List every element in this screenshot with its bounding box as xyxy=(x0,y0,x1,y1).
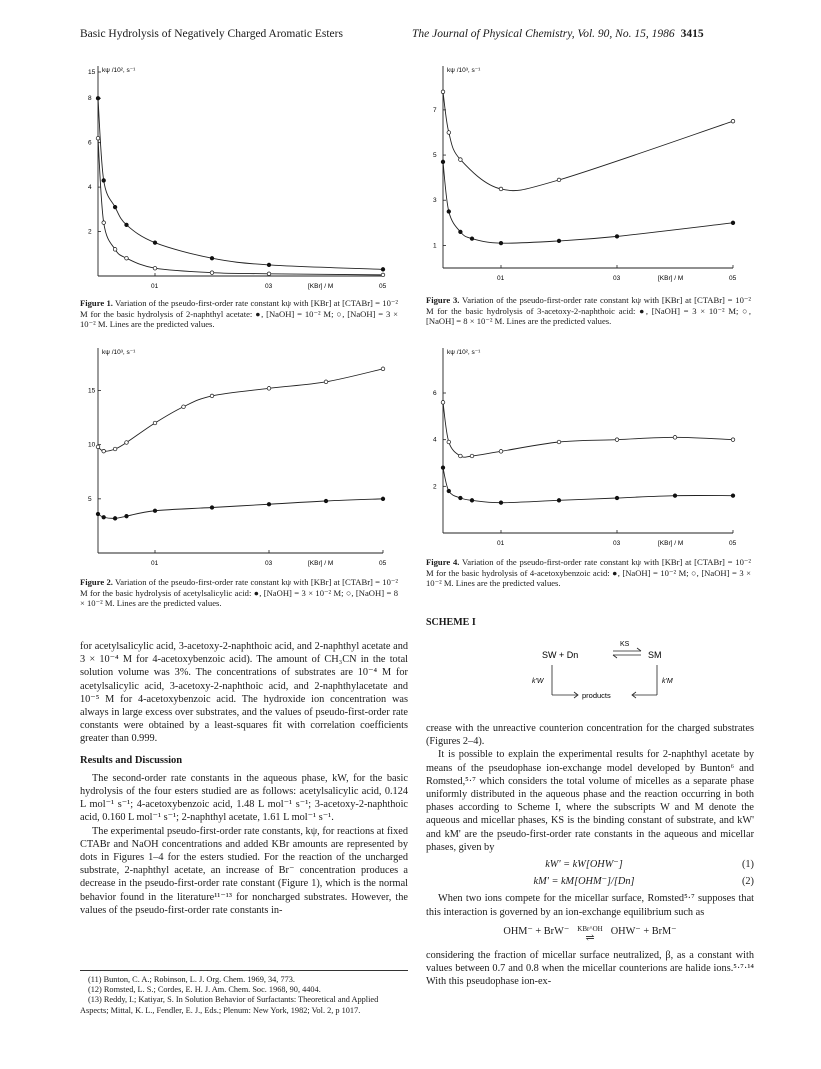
data-point-open xyxy=(557,440,561,444)
equation-3-left: OHM⁻ + BrW⁻ xyxy=(503,925,570,937)
data-point-open xyxy=(441,401,445,405)
data-point-open xyxy=(499,450,503,454)
data-point-filled xyxy=(731,221,735,225)
data-point-filled xyxy=(210,256,214,260)
data-point-filled xyxy=(102,179,106,183)
x-tick-label: 01 xyxy=(151,560,159,567)
data-point-open xyxy=(499,187,503,191)
x-tick-label: 05 xyxy=(729,540,737,547)
figure-1 xyxy=(80,58,395,298)
data-point-open xyxy=(459,158,463,162)
predicted-line-filled xyxy=(98,499,383,519)
footnote: (11) Bunton, C. A.; Robinson, L. J. Org. Chem. 1969, 34, 773. xyxy=(88,975,295,984)
data-point-filled xyxy=(96,96,100,100)
data-point-open xyxy=(125,256,129,260)
y-tick-label: 2 xyxy=(433,483,437,491)
data-point-open xyxy=(447,440,451,444)
x-tick-label: 03 xyxy=(613,275,621,282)
scheme-right: SM xyxy=(648,650,662,660)
scheme-ks: KS xyxy=(620,641,630,648)
data-point-open xyxy=(441,90,445,94)
figure-3-caption-text: Variation of the pseudo-first-order rate constant kψ with [KBr] at [CTABr] = 10⁻² M for the basic hydrolysis of 3-acetoxy-2-naphthoic acid: ●, [NaOH] = 3 × 10⁻² M; ○, [NaOH] = 8 × 10⁻² M. Lines are the predicted values. xyxy=(426,295,751,327)
predicted-line-open xyxy=(98,369,383,451)
figure-2-caption xyxy=(80,577,398,609)
footnote: (12) Romsted, L. S.; Cordes, E. H. J. Am. Chem. Soc. 1968, 90, 4404. xyxy=(88,985,321,995)
data-point-open xyxy=(557,178,561,182)
footnotes xyxy=(80,970,408,1016)
data-point-open xyxy=(113,447,117,451)
y-tick-label: 7 xyxy=(433,106,437,114)
x-axis-label: [KBr] / M xyxy=(658,275,684,282)
figure-3-caption xyxy=(426,295,751,327)
scheme-km: k'M xyxy=(662,678,673,685)
running-title: Basic Hydrolysis of Negatively Charged Aromatic Esters xyxy=(80,28,343,40)
scheme-kw: k'W xyxy=(532,678,544,685)
data-point-filled xyxy=(210,506,214,510)
data-point-open xyxy=(210,271,214,275)
equation-3 xyxy=(426,925,754,943)
section-heading: Results and Discussion xyxy=(80,754,183,766)
data-point-open xyxy=(153,421,157,425)
data-point-open xyxy=(182,405,186,409)
predicted-line-open xyxy=(443,92,733,191)
scheme-title: SCHEME I xyxy=(426,617,476,628)
predicted-line-open xyxy=(443,402,733,457)
equation-3-arrow: KBr^OH ⇌ xyxy=(577,924,603,944)
figure-1-label: Figure 1. xyxy=(80,298,113,308)
intro-paragraph: for acetylsalicylic acid, 3-acetoxy-2-naphthoic acid, and 2-naphthyl acetate and 3 × 10⁻⁴ M for 4-acetoxybenzoic acid). The amount of CH₃CN in the total solution volume was 3%. The concentrations of substrates are 10⁻⁴ M for acetylsalicylic acid, 3-acetoxy-2-naphthoic acid, and 2-naphthylacetate and 10⁻⁵ M for 4-acetoxybenzoic acid. The hydroxide ion concentration was always in large excess over substrates, and the values of pseudo-first-order rate constants were obtained by a least-squares fit with correlation coefficients greater than 0.999. xyxy=(80,641,408,745)
y-tick-label: 5 xyxy=(88,495,92,503)
equation-3-constant: KBr^OH xyxy=(577,924,603,933)
figure-4 xyxy=(425,340,745,555)
scheme-svg xyxy=(520,635,710,710)
figure-3 xyxy=(425,58,745,290)
arrow-head-forward xyxy=(637,648,641,651)
x-tick-label: 03 xyxy=(613,540,621,547)
y-tick-label: 8 xyxy=(88,95,92,103)
y-tick-label: 6 xyxy=(433,390,437,397)
figure-4-chart xyxy=(425,340,745,555)
figure-1-caption-text: Variation of the pseudo-first-order rate constant kψ with [KBr] at [CTABr] = 10⁻² M for the basic hydrolysis of 2-naphthyl acetate: ●, [NaOH] = 10⁻² M; ○, [NaOH] = 3 × 10⁻² M. Lines are the predicted values. xyxy=(80,298,398,330)
data-point-open xyxy=(210,394,214,398)
data-point-filled xyxy=(324,499,328,503)
figure-2-chart xyxy=(80,340,395,575)
predicted-line-filled xyxy=(443,468,733,503)
data-point-filled xyxy=(267,263,271,267)
paragraph-rate-constants: The second-order rate constants in the aqueous phase, kW, for the basic hydrolysis of the four esters studied are as follows: acetylsalicylic acid, 0.124 L mol⁻¹ s⁻¹; 4-acetoxybenzoic acid, 1.48 L mol⁻¹ s⁻¹; 3-acetoxy-2-naphthoic acid, 0.160 L mol⁻¹ s⁻¹; 2-naphthyl acetate, 1.61 L mol⁻¹ s⁻¹. xyxy=(80,772,408,824)
y-axis-label: kψ /10², s⁻¹ xyxy=(102,67,136,74)
y-tick-label: 15 xyxy=(88,69,96,76)
data-point-open xyxy=(447,131,451,135)
data-point-filled xyxy=(113,205,117,209)
data-point-filled xyxy=(381,268,385,272)
x-tick-label: 05 xyxy=(379,560,387,567)
data-point-open xyxy=(459,454,463,458)
data-point-filled xyxy=(153,241,157,245)
figure-1-chart xyxy=(80,58,395,298)
data-point-filled xyxy=(113,517,117,521)
data-point-open xyxy=(267,387,271,391)
x-tick-label: 01 xyxy=(497,540,505,547)
equation-2-number: (2) xyxy=(741,876,754,888)
figure-4-caption-text: Variation of the pseudo-first-order rate constant kψ with [KBr] at [CTABr] = 10⁻² M for the basic hydrolysis of 4-acetoxybenzoic acid: ●, [NaOH] = 10⁻² M; ○, [NaOH] = 3 × 10⁻² M. Lines are the predicted values. xyxy=(426,557,751,589)
figure-2-caption-text: Variation of the pseudo-first-order rate constant kψ with [KBr] at [CTABr] = 10⁻² M for the basic hydrolysis of acetylsalicylic acid: ●, [NaOH] = 3 × 10⁻² M; ○, [NaOH] = 8 × 10⁻² M. Lines are the predicted values. xyxy=(80,577,398,609)
y-tick-label: 15 xyxy=(88,387,96,395)
figure-1-caption xyxy=(80,298,398,330)
equation-2-formula: kM' = kM[OHM⁻]/[Dn] xyxy=(533,876,635,888)
data-point-open xyxy=(673,436,677,440)
equation-2 xyxy=(426,875,754,888)
left-column xyxy=(80,640,408,917)
data-point-filled xyxy=(499,241,503,245)
footnote: (13) Reddy, I.; Katiyar, S. In Solution Behavior of Surfactants: Theoretical and Applied Aspects; Mittal, K. L., Fendler, E. J., Eds.; Plenum: New York, 1982; Vol. 2, p 1017. xyxy=(80,995,379,1015)
paragraph-experimental: The experimental pseudo-first-order rate constants, kψ, for reactions at fixed CTABr and NaOH concentrations and added KBr amounts are represented by dots in Figures 1–4 for the esters studied. For the reaction of the uncharged substrate, 2-naphthyl acetate, an increase of Br⁻ concentration produces a decrease in the pseudo-first-order rate constant (Figure 1), which is the normal behavior found in the literature¹¹⁻¹³ for noncharged substrates. However, the values of the pseudo-first-order rate constants in- xyxy=(80,825,408,916)
data-point-filled xyxy=(381,497,385,501)
x-axis-label: [KBr] / M xyxy=(308,283,334,290)
data-point-filled xyxy=(447,210,451,214)
data-point-filled xyxy=(459,230,463,234)
data-point-filled xyxy=(447,489,451,493)
data-point-open xyxy=(125,441,129,445)
data-point-open xyxy=(96,136,100,140)
x-axis-label: [KBr] / M xyxy=(308,560,334,567)
predicted-line-filled xyxy=(443,162,733,243)
data-point-filled xyxy=(267,502,271,506)
equation-1 xyxy=(426,858,754,871)
y-tick-label: 6 xyxy=(88,139,92,147)
figure-3-chart xyxy=(425,58,745,290)
data-point-open xyxy=(113,248,117,252)
equation-3-right: OHW⁻ + BrM⁻ xyxy=(610,925,677,937)
data-point-filled xyxy=(731,494,735,498)
data-point-open xyxy=(96,445,100,449)
scheme-diagram xyxy=(520,635,710,710)
data-point-filled xyxy=(102,515,106,519)
figure-4-caption xyxy=(426,557,751,589)
y-tick-label: 1 xyxy=(433,242,437,250)
data-point-open xyxy=(102,449,106,453)
data-point-filled xyxy=(153,509,157,513)
y-axis-label: kψ /10³, s⁻¹ xyxy=(447,67,481,74)
data-point-filled xyxy=(615,235,619,239)
data-point-open xyxy=(324,380,328,384)
data-point-filled xyxy=(125,514,129,518)
data-point-filled xyxy=(557,499,561,503)
arrow-head-back xyxy=(613,655,617,658)
y-axis-label: kψ /10², s⁻¹ xyxy=(447,349,481,356)
data-point-filled xyxy=(557,239,561,243)
data-point-filled xyxy=(441,466,445,470)
page-number: 3415 xyxy=(680,28,704,40)
y-axis-label: kψ /10³, s⁻¹ xyxy=(102,349,136,356)
equation-1-formula: kW' = kW[OHW⁻] xyxy=(545,859,623,871)
figure-2-label: Figure 2. xyxy=(80,577,113,587)
y-tick-label: 4 xyxy=(88,184,92,192)
equation-1-number: (1) xyxy=(741,859,754,871)
y-tick-label: 3 xyxy=(433,197,437,205)
continuation-paragraph: crease with the unreactive counterion concentration for the charged substrates (Figures 2–4). xyxy=(426,723,754,748)
figure-2 xyxy=(80,340,395,575)
data-point-filled xyxy=(673,494,677,498)
data-point-filled xyxy=(615,496,619,500)
y-tick-label: 4 xyxy=(433,436,437,444)
y-tick-label: 10 xyxy=(88,441,96,449)
scheme-left: SW + Dn xyxy=(542,650,579,660)
y-tick-label: 5 xyxy=(433,152,437,160)
x-tick-label: 05 xyxy=(729,275,737,282)
x-tick-label: 03 xyxy=(265,283,273,290)
x-tick-label: 05 xyxy=(379,283,387,290)
x-tick-label: 01 xyxy=(497,275,505,282)
data-point-filled xyxy=(96,512,100,516)
paragraph-fraction: considering the fraction of micellar surface neutralized, β, as a constant with values between 0.7 and 0.8 when the micellar counterions are halide ions.⁵·⁷·¹⁴ With this pseudophase ion-ex- xyxy=(426,949,754,988)
y-tick-label: 2 xyxy=(88,228,92,236)
journal-citation xyxy=(412,28,704,40)
predicted-line-open xyxy=(98,138,383,275)
data-point-filled xyxy=(125,223,129,227)
x-tick-label: 01 xyxy=(151,283,159,290)
paragraph-ion-exchange: When two ions compete for the micellar surface, Romsted⁵·⁷ supposes that this interaction is governed by an ion-exchange equilibrium such as xyxy=(426,893,754,918)
predicted-line-filled xyxy=(98,98,383,269)
data-point-filled xyxy=(470,499,474,503)
data-point-open xyxy=(470,454,474,458)
data-point-open xyxy=(731,438,735,442)
journal-name: The Journal of Physical Chemistry, Vol. 90, No. 15, 1986 xyxy=(412,28,675,40)
data-point-open xyxy=(102,221,106,225)
data-point-open xyxy=(731,119,735,123)
data-point-open xyxy=(267,272,271,276)
x-axis-label: [KBr] / M xyxy=(658,540,684,547)
figure-4-label: Figure 4. xyxy=(426,557,460,567)
data-point-filled xyxy=(441,160,445,164)
figure-3-label: Figure 3. xyxy=(426,295,460,305)
data-point-open xyxy=(381,367,385,371)
data-point-open xyxy=(153,266,157,270)
data-point-open xyxy=(615,438,619,442)
data-point-filled xyxy=(459,496,463,500)
data-point-filled xyxy=(499,501,503,505)
paragraph-model: It is possible to explain the experimental results for 2-naphthyl acetate by means of the pseudophase ion-exchange model developed by Bunton⁶ and Romsted,⁵·⁷ which considers the total volume of micelles as a separate phase uniformly distributed in the aqueous phase and the reaction occurring in both phases according to Scheme I, where the subscripts W and M denote the aqueous and micellar phases, KS is the binding constant of substrate, and kW' and kM' are the pseudo-first-order rate constants in the aqueous and micellar phases, given by xyxy=(426,749,754,853)
right-column xyxy=(426,722,754,988)
data-point-open xyxy=(381,273,385,277)
data-point-filled xyxy=(470,237,474,241)
scheme-products: products xyxy=(582,691,611,700)
x-tick-label: 03 xyxy=(265,560,273,567)
